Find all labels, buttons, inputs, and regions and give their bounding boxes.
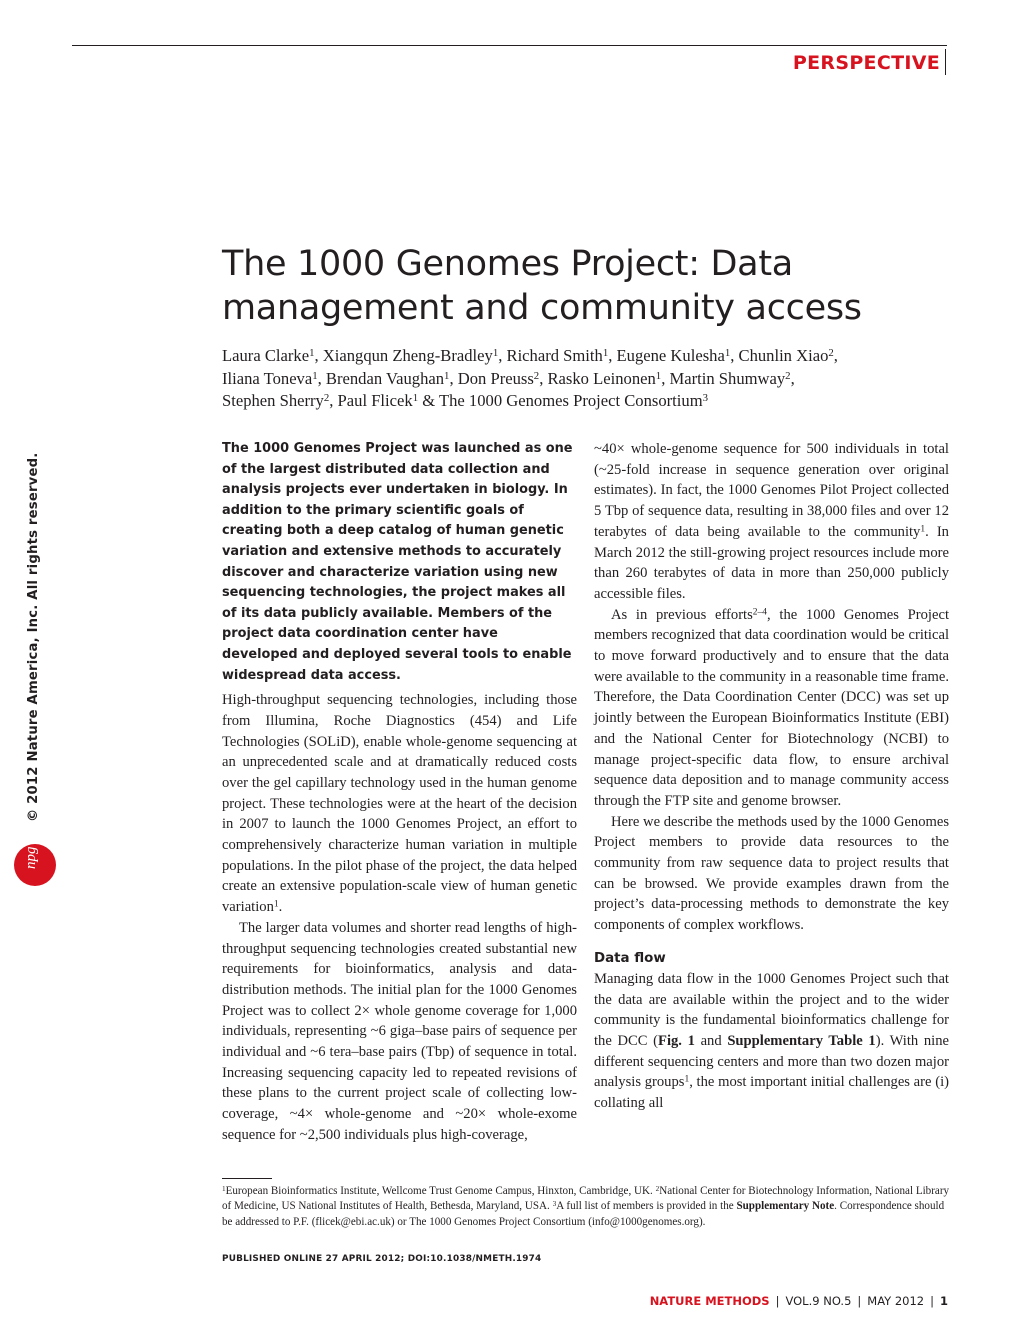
author-separator: , [317,368,326,388]
abstract-text: The 1000 Genomes Project was launched as one of the largest distributed data collection and analysis projects ever undertaken in biology. In addition to the primary scientific goals of creating both a deep catalog of human genetic variation and extensive methods to accurately discover and characterize variation using new sequencing technologies, the project makes all of its data publicly available. Members of the project data coordination center have developed and deployed several tools to enable widespread data access. [222,441,573,683]
bold-reference: Supplementary Note [736,1200,835,1213]
body-paragraph [222,918,577,1146]
abstract [222,439,577,686]
author-affiliation: 3 [702,392,709,405]
header-bar [945,49,946,75]
right-column [594,439,949,1114]
author-affiliation: 1 [444,369,450,382]
author-affiliation: 1 [309,347,315,360]
author-affiliation: 1 [492,347,499,360]
author-name: Paul Flicek [337,391,413,410]
author-name: Eugene Kulesha [616,346,725,365]
author-affiliation: 2 [828,347,834,360]
vertical-copyright [26,452,46,822]
author-name: Richard Smith [506,346,603,365]
body-paragraph [594,812,949,936]
title-line-1: The 1000 Genomes Project: Data [222,244,793,284]
text-run: . Correspondence should be addressed to P.F. (flicek@ebi.ac.uk) or The 1000 Genomes Project Consortium (info@1000genomes.org). [222,1200,945,1228]
citation-superscript: 3 [552,1200,557,1209]
text-run: National Center for Biotechnology Information, National Library of Medicine, US National Institutes of Health, Bethesda, Maryland, USA. [222,1185,950,1213]
author-separator: , [661,368,670,388]
text-run: and [694,1032,728,1049]
author-separator: , [608,346,617,365]
footnote-rule [222,1178,272,1179]
author-affiliation: 1 [724,347,731,360]
left-body [222,690,577,1145]
author-separator: , [539,368,548,388]
citation-superscript: 2 [655,1184,660,1193]
footer-separator: | [930,1294,934,1308]
author-separator: , [449,368,458,388]
npg-logo [14,844,56,886]
author-affiliation: 1 [602,347,609,360]
header-rule [72,45,947,46]
text-run: , the 1000 Genomes Project members recognized that data coordination would be critical to move forward productively and to ensure that the data were available to the community in a reasonable time frame. Therefore, the Data Coordination Center (DCC) was set up jointly between the European Bioinformatics Institute (EBI) and the National Center for Biotechnology (NCBI) to manage project-specific data flow, to ensure archival sequence data deposition and to manage community access through the FTP site and genome browser. [594,606,949,809]
author-affiliation: 2 [785,369,791,382]
text-run: The larger data volumes and shorter read lengths of high-throughput sequencing technologies created substantial new requirements for bioinformatics, analysis and data-distribution methods. The initial plan for the 1000 Genomes Project was to collect 2× whole genome coverage for 1,000 individuals, representing ~6 giga–base pairs of sequence per individual and ~6 tera–base pairs (Tbp) of sequence in total. Increasing sequencing capacity led to repeated revisions of these plans to the current project scale of collecting low-coverage, ~4× whole-genome and ~20× whole-exome sequence for ~2,500 individuals plus high-coverage, [222,919,577,1143]
citation-superscript: 1 [222,1184,226,1193]
author-separator: , [498,346,507,365]
author-affiliation: 2 [323,392,330,405]
citation-superscript: 1 [273,899,279,910]
bold-reference: Fig. 1 [658,1032,695,1049]
body-paragraph [222,690,577,918]
left-column [222,439,577,1146]
author-name: Iliana Toneva [222,368,313,388]
text-run: European Bioinformatics Institute, Wellcome Trust Genome Campus, Hinxton, Cambridge, UK. [225,1185,656,1197]
page-footer [650,1294,948,1308]
right-body-bottom [594,969,949,1114]
text-run: A full list of members is provided in the [556,1200,737,1213]
author-name: & The 1000 Genomes Project Consortium [422,391,703,410]
body-paragraph [594,605,949,812]
title-line-2: management and community access [222,288,862,328]
text-run: Managing data flow in the 1000 Genomes Project such that the data are available within the project and to the wider community is the fundamental bioinformatics challenge for the DCC ( [594,970,949,1049]
text-run: High-throughput sequencing technologies, including those from Illumina, Roche Diagnostics (454) and Life Technologies (SOLiD), enable whole-genome sequencing at an unprecedented scale and at dramatically reduced costs over the gel capillary technology used in the human genome project. These technologies were at the heart of the decision in 2007 to launch the 1000 Genomes Project, an effort to comprehensively characterize human variation in multiple populations. In the pilot phase of the project, the data helped create an extensive population-scale view of human genetic variation [222,692,577,916]
author-name: Stephen Sherry [222,391,324,410]
author-affiliation: 1 [655,369,662,382]
author-list [222,345,952,413]
body-paragraph [594,969,949,1114]
right-body-top [594,439,949,936]
footer-volume: VOL.9 NO.5 [785,1294,852,1308]
affiliations-footnote [222,1184,950,1230]
footer-journal: NATURE METHODS [649,1294,770,1308]
author-name: Martin Shumway [669,368,786,388]
author-affiliation: 2 [533,369,540,382]
copyright-text: © 2012 Nature America, Inc. All rights reserved. [26,452,41,822]
text-run: . [278,899,283,916]
bold-reference: Supplementary Table 1 [727,1032,876,1049]
author-separator: , [314,346,323,365]
author-affiliation: 1 [312,369,318,382]
section-label: PERSPECTIVE [792,52,940,74]
author-separator: , [730,346,739,365]
text-run: Here we describe the methods used by the 1000 Genomes Project members to provide data resources to the community from raw sequence data to project results that can be browsed. We provide examples drawn from the project’s data-processing methods to demonstrate the key components of complex workflows. [594,813,949,934]
footer-separator: | [775,1294,780,1308]
citation-superscript: 1 [684,1075,690,1086]
text-run: ). With nine different sequencing centers and more than two dozen major analysis groups [594,1032,949,1091]
footer-date: MAY 2012 [867,1294,925,1308]
text-run: . In March 2012 the still-growing project resources include more than 260 terabytes of data in more than 250,000 publicly accessible files. [594,523,949,602]
citation-superscript: 1 [920,524,926,535]
text-run: As in previous efforts [611,606,753,623]
author-name: Brendan Vaughan [325,368,445,388]
author-separator: , [833,346,838,365]
citation-superscript: 2–4 [752,607,768,618]
body-paragraph [594,439,949,605]
author-name: Laura Clarke [222,346,310,365]
author-affiliation: 1 [412,392,419,405]
published-line: PUBLISHED ONLINE 27 APRIL 2012; DOI:10.1038/NMETH.1974 [222,1254,542,1264]
author-separator: , [329,391,338,410]
text-run: , the most important initial challenges are (i) collating all [594,1074,949,1112]
text-run: ~40× whole-genome sequence for 500 individuals in total (~25-fold increase in sequence generation over original estimates). In fact, the 1000 Genomes Pilot Project collected 5 Tbp of sequence data, resulting in 38,000 files and over 12 terabytes of data being available to the community [594,441,949,540]
author-name: Don Preuss [457,368,534,388]
section-heading: Data flow [594,950,666,966]
author-separator: , [790,368,795,388]
footer-separator: | [857,1294,862,1308]
footer-page-number: 1 [939,1294,948,1308]
author-name: Xiangqun Zheng-Bradley [322,346,493,365]
author-name: Rasko Leinonen [547,368,656,388]
npg-logo-text: npg [23,846,39,869]
author-name: Chunlin Xiao [738,346,829,365]
article-title [222,242,922,330]
